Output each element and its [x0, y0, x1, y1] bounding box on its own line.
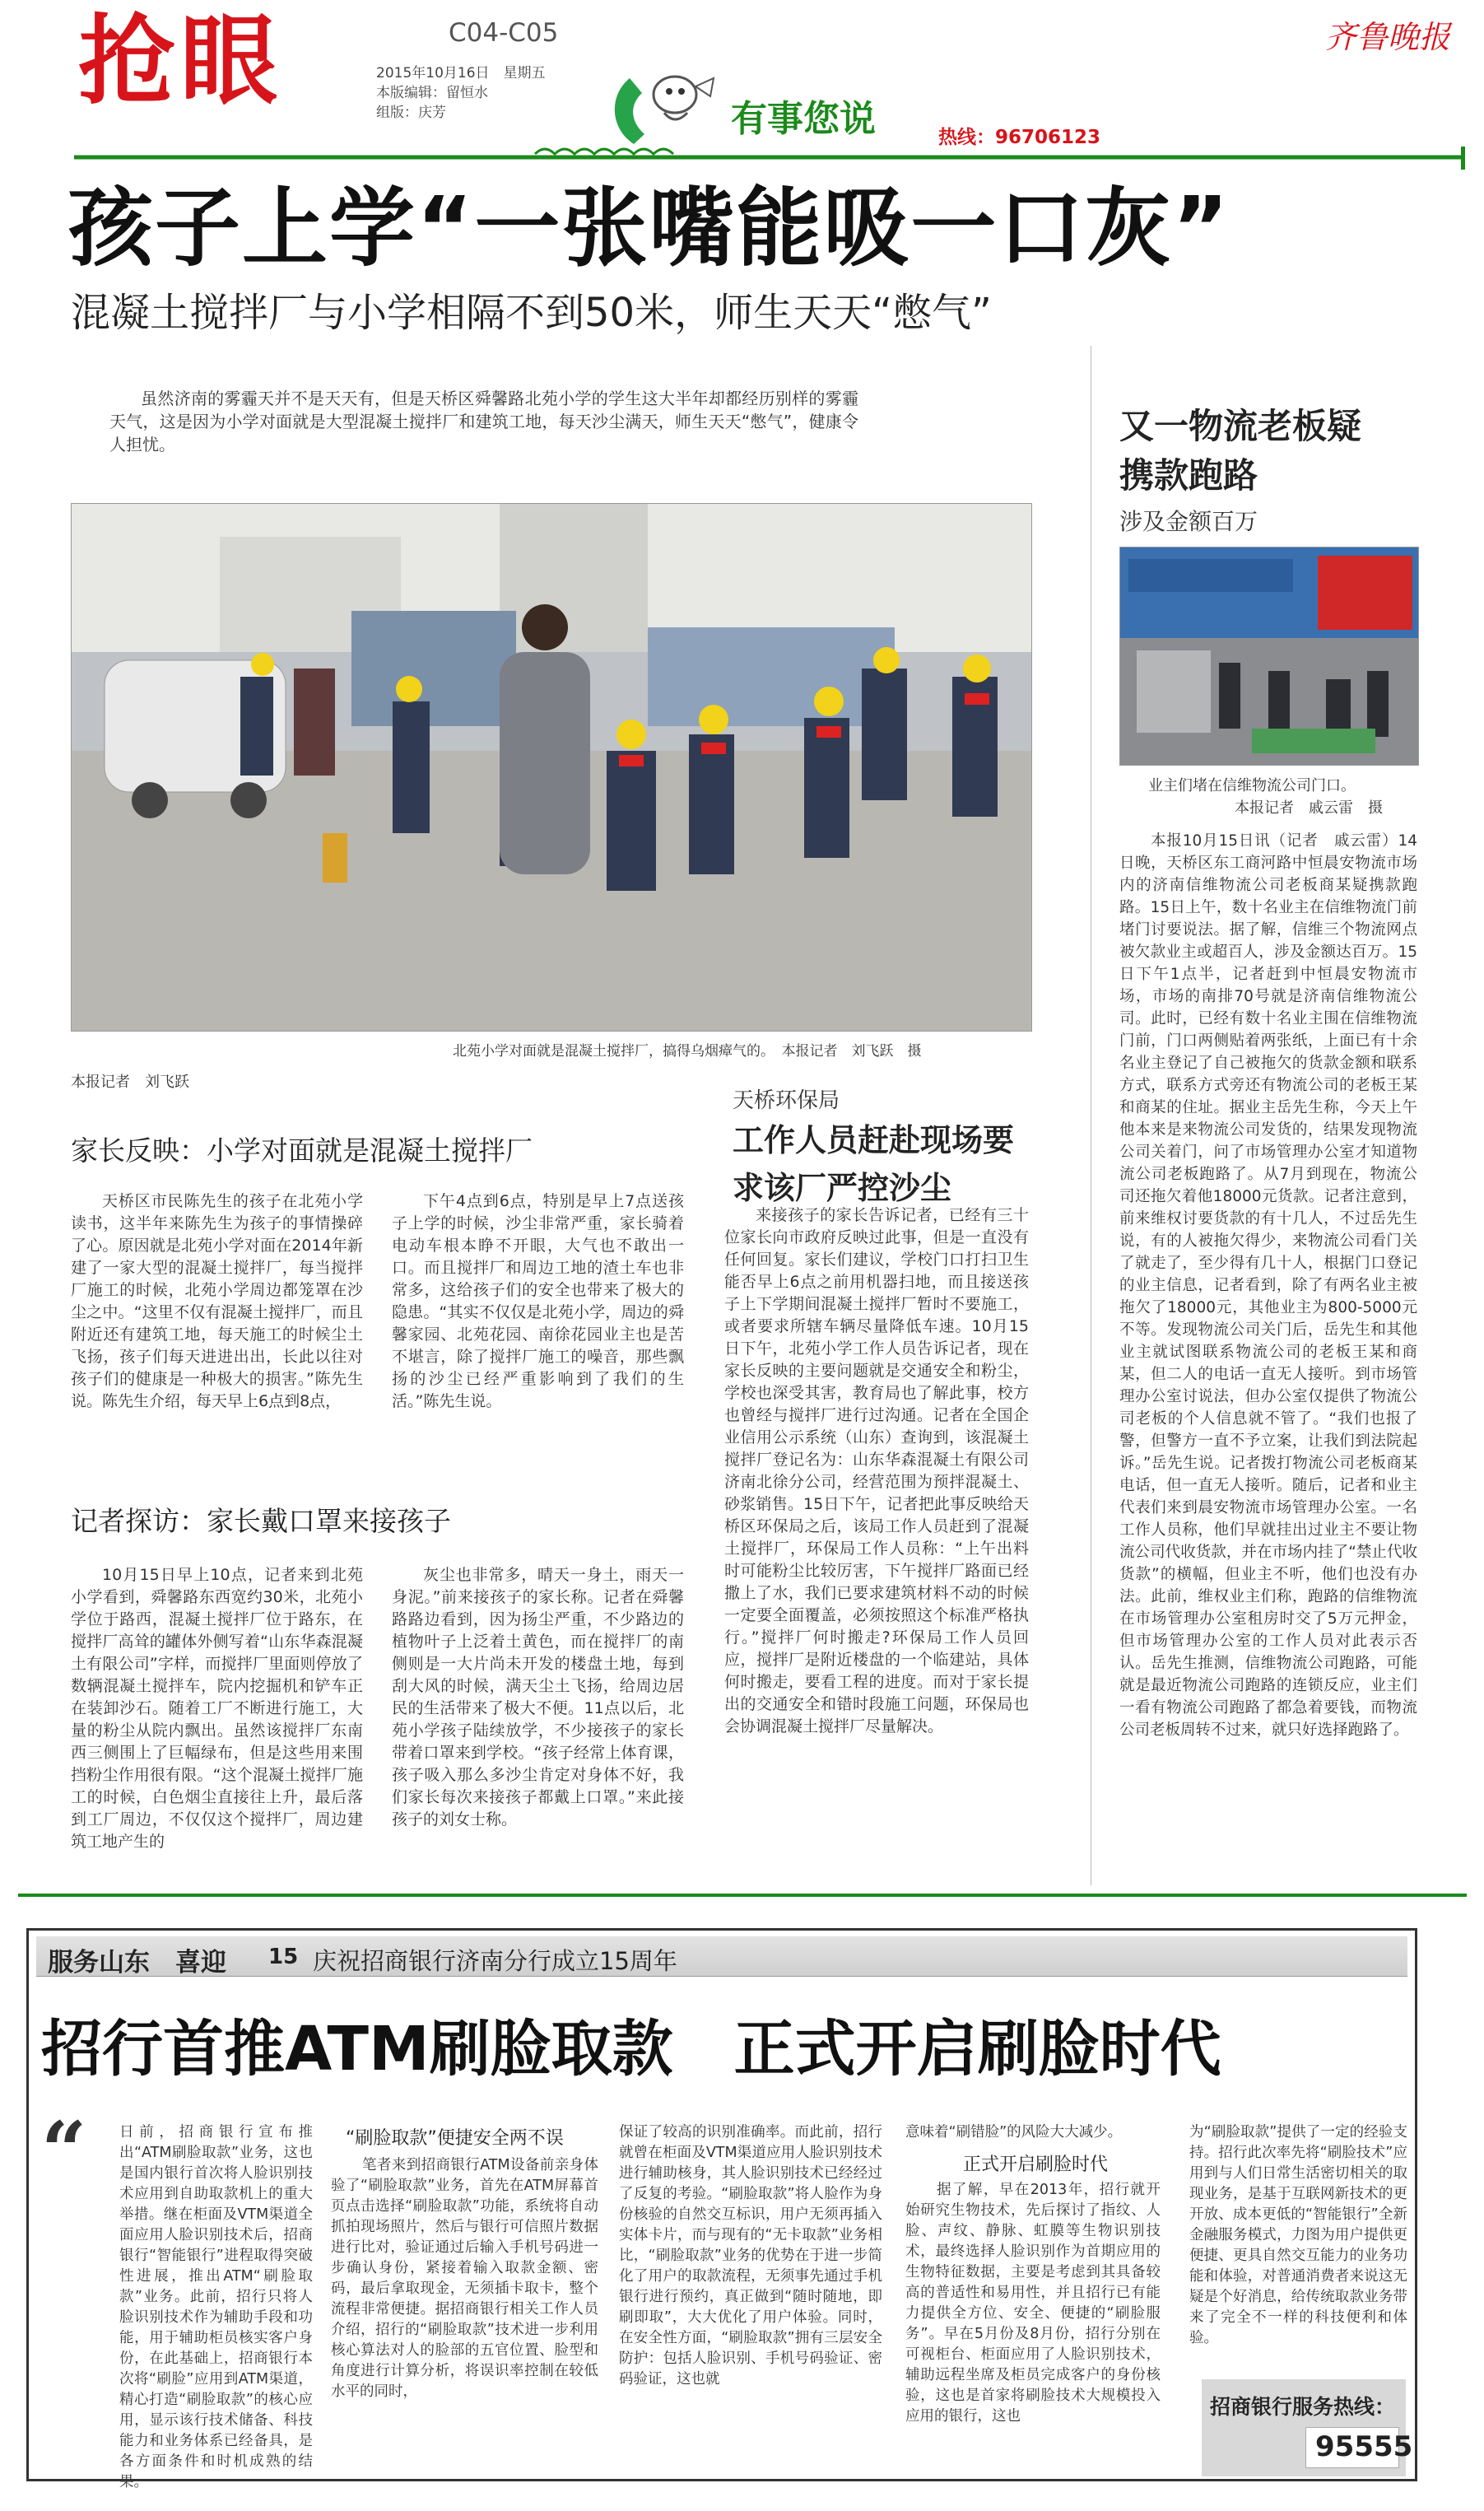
paper-name: 齐鲁晚报	[1325, 19, 1451, 55]
main-subheadline: 混凝土搅拌厂与小学相隔不到50米，师生天天“憋气”	[71, 290, 992, 336]
section3-tag: 天桥环保局	[733, 1088, 840, 1113]
editor-line: 本版编辑：留恒水	[376, 85, 488, 101]
ad-col4-head: 正式开启刷脸时代	[963, 2155, 1109, 2175]
section1-col2: 下午4点到6点，特别是早上7点送孩子上学的时候，沙尘非常严重，家长骑着电动车根本睁不开眼，大气也不敢出一口。而且搅拌厂和周边工地的渣土车也非常多，这给孩子们的安全也带来了极大的隐患。“其实不仅仅是北苑小学，周边的舜馨家园、北苑花园、南徐花园业主也是苦不堪言，除了搅拌厂施工的噪音，那些飘扬的沙尘已经严重影响到了我们的生活。”陈先生说。	[392, 1192, 684, 1410]
ad-banner	[36, 1936, 1407, 1977]
page-range: C04-C05	[449, 18, 559, 48]
ad-col2: 笔者来到招商银行ATM设备前亲身体验了“刷脸取款”业务，首先在ATM屏幕首页点击选择“刷脸取款”功能，系统将自动抓拍现场照片，然后与银行可信照片数据进行比对，验证通过后输入手机号码进一步确认身份，紧接着输入取款金额、密码，最后拿取现金，无须插卡取卡，整个流程非常便捷。据招商银行相关工作人员介绍，招行的“刷脸取款”技术进一步利用核心算法对人的脸部的五官位置、脸型和角度进行计算分析，将误识率控制在较低水平的同时，	[331, 2157, 598, 2400]
section1-col1: 天桥区市民陈先生的孩子在北苑小学读书，这半年来陈先生为孩子的事情操碎了心。原因就是北苑小学对面在2014年新建了一家大型的混凝土搅拌厂，每当搅拌厂施工的时候，北苑小学周边都笼罩在沙尘之中。“这里不仅有混凝土搅拌厂，而且附近还有建筑工地，每天施工的时候尘土飞扬，孩子们每天进进出出，长此以往对孩子们的健康是一种极大的损害。”陈先生说。陈先生介绍，每天早上6点到8点，	[71, 1192, 363, 1410]
side-photo-caption-1: 业主们堵在信维物流公司门口。	[1148, 777, 1356, 794]
section-title: 抢眼	[78, 4, 283, 118]
date-line: 2015年10月16日 星期五	[376, 65, 546, 82]
hotline-title: 有事您说	[731, 98, 876, 140]
side-body: 本报10月15日讯（记者 戚云雷）14日晚，天桥区东工商河路中恒晨安物流市场内的济南信维物流公司老板商某疑携款跑路。15日上午，数十名业主在信维物流门前堵门讨要说法。据了解，信维三个物流网点被欠款业主或超百人，涉及金额达百万。15日下午1点半，记者赶到中恒晨安物流市场，市场的南排70号就是济南信维物流公司。此时，已经有数十名业主围在信维物流门前，门口两侧贴着两张纸，上面已有十余名业主登记了自己被拖欠的货款金额和联系方式，联系方式旁还有物流公司的老板王某和商某的住址。据业主岳先生称，今天上午他本来是来物流公司发货的，结果发现物流公司关着门，问了市场管理办公室才知道物流公司老板跑路了。从7月到现在，物流公司还拖欠着他18000元货款。记者注意到，前来维权讨要货款的有十几人，不过岳先生说，有的人被拖欠得少，来物流公司看门关了就走了，至少得有几十人，根据门口登记的业主信息，记者看到，除了有两名业主被拖欠了18000元，其他业主为800-5000元不等。发现物流公司关门后，岳先生和其他业主就试图联系物流公司的老板王某和商某，但二人的电话一直无人接听。到市场管理办公室讨说法，但办公室仅提供了物流公司老板的个人信息就不管了。“我们也报了警，但警方一直不予立案，让我们到法院起诉。”岳先生说。记者拨打物流公司老板商某电话，但一直无人接听。随后，记者和业主代表们来到晨安物流市场管理办公室。一名工作人员称，他们早就挂出过业主不要让物流公司代收货款，并在市场内挂了“禁止代收货款”的横幅，但业主不听，他们也没有办法。此前，维权业主们称，跑路的信维物流在市场管理办公室租房时交了5万元押金，但市场管理办公室的工作人员对此表示否认。岳先生推测，信维物流公司跑路，可能就是最近物流公司跑路的连锁反应，业主们一看有物流公司跑路了都急着要钱，而物流公司老板周转不过来，就只好选择跑路了。	[1119, 832, 1417, 1739]
section2-col1: 10月15日早上10点，记者来到北苑小学看到，舜馨路东西宽约30米，北苑小学位于路西，混凝土搅拌厂位于路东，在搅拌厂高耸的罐体外侧写着“山东华森混凝土有限公司”字样，而搅拌厂里面则停放了数辆混凝土搅拌车，院内挖掘机和铲车正在装卸沙石。随着工厂不断进行施工，大量的粉尘从院内飘出。虽然该搅拌厂东南西三侧围上了巨幅绿布，但是这些用来围挡粉尘作用很有限。“这个混凝土搅拌厂施工的时候，白色烟尘直接往上升，最后落到工厂周边，不仅仅这个搅拌厂，周边建筑工地产生的	[71, 1566, 363, 1851]
masthead-rule	[74, 136, 1465, 169]
quote-mark-icon: “	[41, 2104, 87, 2197]
layout-line: 组版：庆芳	[376, 105, 446, 121]
ad-col1: 日前，招商银行宣布推出“ATM刷脸取款”业务，这也是国内银行首次将人脸识别技术应用到自助取款机上的重大举措。继在柜面及VTM渠道全面应用人脸识别技术后，招商银行“智能银行”进程取得突破性进展，推出ATM“刷脸取款”业务。此前，招行只将人脸识别技术作为辅助手段和功能，用于辅助柜员核实客户身份，在此基础上，招商银行本次将“刷脸”应用到ATM渠道，精心打造“刷脸取款”的核心应用，显示该行技术储备、科技能力和业务体系已经备具，是各方面条件和时机成熟的结果。	[119, 2124, 313, 2490]
ad-col2-head: “刷脸取款”便捷安全两不误	[346, 2128, 564, 2149]
main-photo	[71, 503, 1032, 1032]
section2-head: 记者探访：家长戴口罩来接孩子	[71, 1505, 451, 1537]
ad-banner-text: 庆祝招商银行济南分行成立15周年	[313, 1947, 677, 1975]
masthead-right-edge	[1461, 147, 1465, 170]
section3-head: 工作人员赶赴现场要求该厂严控沙尘	[733, 1122, 1015, 1206]
side-photo	[1119, 547, 1419, 766]
hotline-number: 热线：96706123	[938, 127, 1101, 148]
page-divider-rule	[18, 1894, 1467, 1897]
main-lead: 虽然济南的雾霾天并不是天天有，但是天桥区舜馨路北苑小学的学生这大半年却都经历别样的雾霾天气，这是因为小学对面就是大型混凝土搅拌厂和建筑工地，每天沙尘满天，师生天天“憋气”，健康令人担忧。	[109, 389, 858, 454]
school-gate-illustration	[72, 504, 1031, 1031]
ad-col4: 据了解，早在2013年，招行就开始研究生物技术，先后探讨了指纹、人脸、声纹、静脉、虹膜等生物识别技术，最终选择人脸识别作为首期应用的生物特征数据，主要是考虑到其具备较高的普适性和易用性，并且招行已有能力提供全方位、安全、便捷的“刷脸服务”。早在5月份及8月份，招行分别在可视柜台、柜面应用了人脸识别技术，辅助远程坐席及柜员完成客户的身份核验，这也是首家将刷脸技术大规模投入应用的银行，这也	[905, 2182, 1161, 2425]
main-byline: 本报记者 刘飞跃	[71, 1074, 189, 1091]
ad-hotline-label: 招商银行服务热线：	[1210, 2395, 1396, 2419]
section2-col2: 灰尘也非常多，晴天一身土，雨天一身泥。”前来接孩子的家长称。记者在舜馨路路边看到，因为扬尘严重，不少路边的植物叶子上泛着土黄色，而在搅拌厂的南侧则是一大片尚未开发的楼盘土地，每到刮大风的时候，满天尘土飞扬，给周边居民的生活带来了极大不便。11点以后，北苑小学孩子陆续放学，不少接孩子的家长带着口罩来到学校。“孩子经常上体育课，孩子吸入那么多沙尘肯定对身体不好，我们家长每次来接孩子都戴上口罩。”来此接孩子的刘女士称。	[392, 1566, 684, 1829]
main-photo-caption: 北苑小学对面就是混凝土搅拌厂，搞得乌烟瘴气的。 本报记者 刘飞跃 摄	[453, 1043, 922, 1060]
logistics-office-illustration	[1120, 547, 1418, 765]
main-headline: 孩子上学“一张嘴能吸一口灰”	[67, 178, 1230, 278]
ad-col4-lead: 意味着“刷错脸”的风险大大减少。	[905, 2124, 1123, 2141]
section1-head: 家长反映：小学对面就是混凝土搅拌厂	[71, 1134, 533, 1167]
ad-headline: 招行首推ATM刷脸取款 正式开启刷脸时代	[41, 2014, 1221, 2085]
section3-col: 来接孩子的家长告诉记者，已经有三十位家长向市政府反映过此事，但是一直没有任何回复。家长们建议，学校门口打扫卫生能否早上6点之前用机器扫地，而且接送孩子上下学期间混凝土搅拌厂暂时不要施工，或者要求所辖车辆尽量降低车速。10月15日下午，北苑小学工作人员告诉记者，现在家长反映的主要问题就是交通安全和粉尘，学校也深受其害，教育局也了解此事，校方也曾经与搅拌厂进行过沟通。记者在全国企业信用公示系统（山东）查询到，该混凝土搅拌厂登记名为：山东华森混凝土有限公司济南北徐分公司，经营范围为预拌混凝土、砂浆销售。15日下午，记者把此事反映给天桥区环保局之后，该局工作人员赶到了混凝土搅拌厂，环保局工作人员称：“上午出料时可能粉尘比较厉害，下午搅拌厂路面已经撒上了水，我们已要求建筑材料不动的时候一定要全面覆盖，必须按照这个标准严格执行。”搅拌厂何时搬走?环保局工作人员回应，搅拌厂是附近楼盘的一个临建站，具体何时搬走，要看工程的进度。而对于家长提出的交通安全和错时段施工问题，环保局也会协调混凝土搅拌厂尽量解决。	[724, 1206, 1029, 1735]
ad-col5: 为“刷脸取款”提供了一定的经验支持。招行此次率先将“刷脸技术”应用到与人们日常生活密切相关的取现业务，是基于互联网新技术的更开放、成本更低的“智能银行”全新金融服务模式，力图为用户提供更便捷、更具自然交互能力的业务功能和体验，对普通消费者来说这无疑是个好消息，给传统取款业务带来了完全不一样的科技便利和体验。	[1189, 2124, 1407, 2346]
ad-col3: 保证了较高的识别准确率。而此前，招行就曾在柜面及VTM渠道应用人脸识别技术进行辅助核身，其人脸识别技术已经经过了反复的考验。“刷脸取款”将人脸作为身份核验的自然交互标识，用户无须再插入实体卡片，而与现有的“无卡取款”业务相比，“刷脸取款”业务的优势在于进一步简化了用户的取款流程，无须事先通过手机银行进行预约，真正做到“随时随地，即刷即取”，大大优化了用户体验。同时，在安全性方面，“刷脸取款”拥有三层安全防护：包括人脸识别、手机号码验证、密码验证，这也就	[619, 2124, 882, 2388]
ad-banner-number: 15	[268, 1945, 299, 1969]
ad-hotline-number-text: 95555	[1315, 2430, 1413, 2463]
side-photo-caption-2: 本报记者 戚云雷 摄	[1235, 799, 1383, 817]
side-subheadline: 涉及金额百万	[1119, 508, 1258, 535]
side-headline: 又一物流老板疑携款跑路	[1119, 406, 1362, 496]
ad-banner-label: 服务山东 喜迎	[48, 1948, 226, 1978]
